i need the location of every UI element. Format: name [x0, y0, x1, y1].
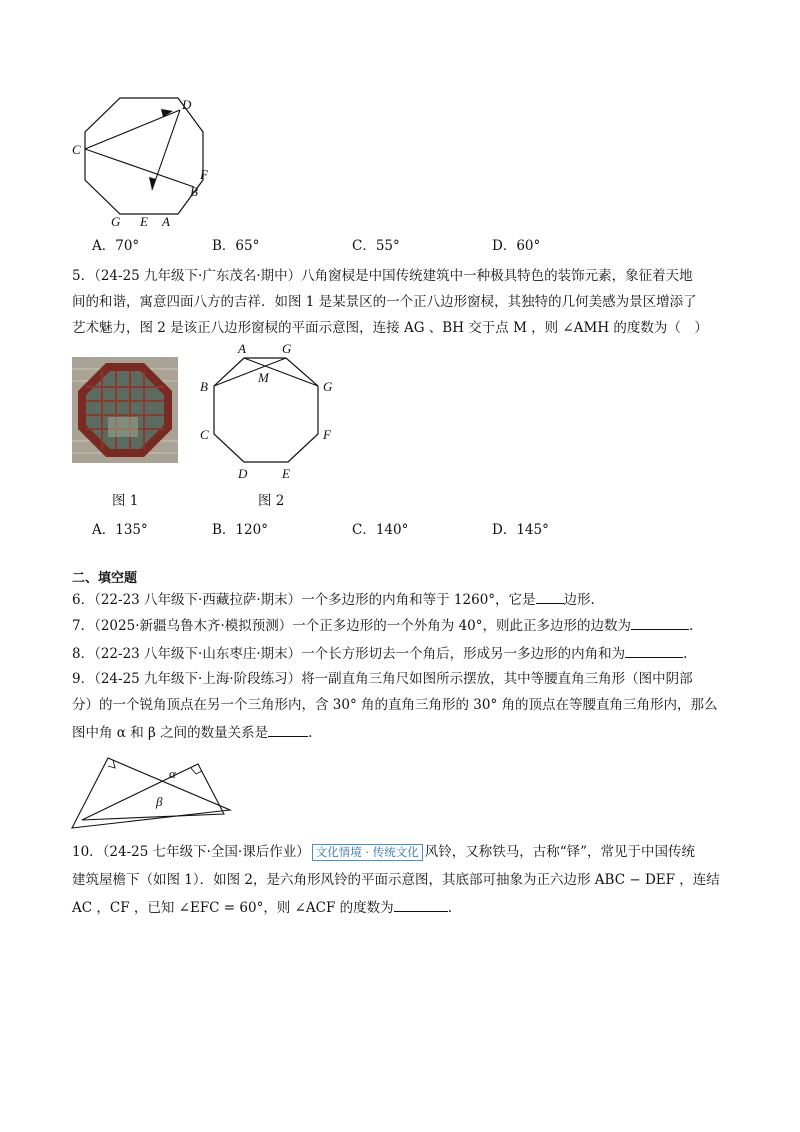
- section-fill-in-blank-title: 二、填空题: [72, 571, 138, 586]
- q9-label-beta: β: [156, 794, 163, 809]
- q5-label-g-right: G: [323, 379, 333, 394]
- q4-label-a: A: [162, 214, 170, 229]
- q9-text-line2: 分）的一个锐角顶点在另一个三角形内，含 30° 角的直角三角形的 30° 角的顶点在等腰直角三角形内，那么: [72, 697, 718, 713]
- q10-answer-blank[interactable]: [394, 897, 448, 912]
- q8-answer-blank[interactable]: [625, 643, 683, 658]
- q9-answer-blank[interactable]: [268, 722, 308, 737]
- q5-octagon-figure: [198, 340, 348, 485]
- q9-right-angle-mark-1: [108, 760, 115, 768]
- q5-option-d[interactable]: D．145°: [492, 522, 549, 538]
- q9-text-line3: 图中角 α 和 β 之间的数量关系是 .: [72, 722, 732, 743]
- q5-option-a[interactable]: A．135°: [92, 522, 148, 538]
- q7-answer-blank[interactable]: [631, 615, 689, 630]
- q4-label-f: F: [200, 167, 208, 182]
- q4-option-b[interactable]: B．65°: [212, 238, 260, 254]
- q9-isosceles-triangle: [82, 764, 224, 820]
- q4-label-c: C: [72, 142, 81, 157]
- q4-octagon: [85, 98, 203, 214]
- q5-window-photo: [72, 357, 178, 463]
- q5-segment-bh: [214, 358, 286, 386]
- q5-text-line3: 艺术魅力，图 2 是该正八边形窗棂的平面示意图，连接 AG 、BH 交于点 M ，则 ∠AMH 的度数为（ ）: [72, 320, 708, 336]
- q5-text-line2: 间的和谐，寓意四面八方的吉祥．如图 1 是某景区的一个正八边形窗棂，其独特的几何美感为景区增添了: [72, 294, 697, 310]
- q10-text-line3: AC ，CF ，已知 ∠EFC = 60°，则 ∠ACF 的度数为 .: [72, 897, 732, 918]
- q5-segment-ag: [244, 358, 318, 386]
- q6-answer-blank[interactable]: [536, 589, 564, 604]
- q4-segment-cb: [85, 149, 194, 187]
- q10-text-line1: 10．（24-25 七年级下·全国·课后作业） 文化情境 · 传统文化 风铃，又称铁马，古称“铎”，常见于中国传统: [72, 844, 696, 860]
- q5-figure2-caption: 图 2: [258, 493, 285, 509]
- q5-figure1-caption: 图 1: [112, 493, 139, 509]
- q5-label-f: F: [323, 427, 331, 442]
- q5-label-d: D: [238, 466, 248, 481]
- q8-text: 8．（22-23 八年级下·山东枣庄·期末）一个长方形切去一个角后，形成另一多边形的内角和为 .: [72, 643, 732, 664]
- q5-option-b[interactable]: B．120°: [212, 522, 268, 538]
- q4-option-d[interactable]: D．60°: [492, 238, 541, 254]
- q4-label-g: G: [111, 214, 121, 229]
- q7-text: 7．（2025·新疆乌鲁木齐·模拟预测）一个正多边形的一个外角为 40°，则此正多边形的边数为 .: [72, 615, 732, 636]
- q6-text: 6．（22-23 八年级下·西藏拉萨·期末）一个多边形的内角和等于 1260°，它是 边形.: [72, 589, 732, 610]
- q4-label-d: D: [182, 97, 192, 112]
- q5-label-m: M: [258, 370, 269, 385]
- q4-segment-cd: [85, 110, 180, 149]
- q10-context-tag[interactable]: 文化情境 · 传统文化: [312, 844, 423, 861]
- q4-arrow-de: [149, 177, 156, 190]
- q4-option-a[interactable]: A．70°: [92, 238, 140, 254]
- q4-label-b: B: [190, 184, 198, 199]
- q10-text-line2: 建筑屋檐下（如图 1）．如图 2，是六角形风铃的平面示意图，其底部可抽象为正六边形 ABC − DEF ，连结: [72, 872, 720, 888]
- q4-option-c[interactable]: C．55°: [352, 238, 400, 254]
- q5-label-c: C: [200, 427, 209, 442]
- q5-label-g-top: G: [282, 341, 292, 356]
- q4-segment-de: [152, 110, 180, 190]
- q4-octagon-figure: [70, 92, 220, 232]
- q9-text-line1: 9．（24-25 九年级下·上海·阶段练习）将一副直角三角尺如图所示摆放，其中等腰直角三角形（图中阴部: [72, 671, 693, 687]
- q5-text-line1: 5．（24-25 九年级下·广东茂名·期中）八角窗棂是中国传统建筑中一种极具特色的装饰元素，象征着天地: [72, 268, 693, 284]
- q5-label-b: B: [200, 379, 208, 394]
- q9-triangles-figure: [68, 752, 238, 834]
- q9-label-alpha: α: [169, 766, 176, 781]
- q5-label-a: A: [238, 341, 246, 356]
- q5-option-c[interactable]: C．140°: [352, 522, 409, 538]
- q5-label-e: E: [282, 466, 290, 481]
- q4-label-e: E: [140, 214, 148, 229]
